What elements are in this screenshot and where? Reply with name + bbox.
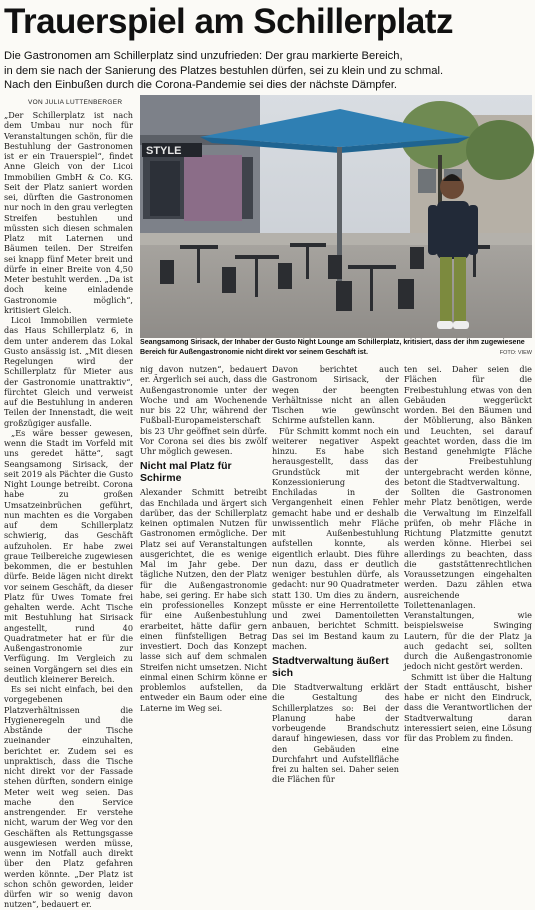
body-paragraph: ten sei. Daher seien die Flächen für die Freibestuhlung etwas von den Gebäuden weggerückt worden. Bei den Bäumen und der Möblierung, also Bänken und Leuchten, sei darauf geachtet worden, dass die im Bestand genehmigte Fläche der Freibestuhlung untergebracht werden könne, betont die Stadtverwaltung. bbox=[404, 364, 532, 487]
subheading: Stadtverwaltung äußert sich bbox=[272, 655, 389, 679]
body-paragraph: Die Stadtverwaltung erklärt die Gestaltung des Schillerplatzes so: Bei der Planung habe der vorbeugende Brandschutz darauf hingewiesen, dass vor den Gebäuden eine Durchfahrt und Aufstellfläche frei zu halten sei. Daher seien die Flächen für bbox=[272, 682, 399, 785]
headline: Trauerspiel am Schillerplatz bbox=[4, 2, 453, 41]
body-paragraph: „Es wäre besser gewesen, wenn die Stadt im Vorfeld mit uns geredet hätte“, sagt Seangsamong Sirisack, der seit 2019 als Pächter die Gusto Night Lounge betreibt. Corona habe zu großen Umsatzeinbrüchen geführt, nun machten es die Vorgaben auf dem Schillerplatz schwierig, das Geschäft aufzuholen. Er habe zwei graue Teilbereiche zugewiesen bekommen, die er bestuhlen dürfe. Beide lägen nicht direkt vor seinem Geschäft, da dieser Platz für Uwes Tomate frei gehalten werde. Acht Tische mit Bestuhlung hat Sirisack angestellt, rund 40 Quadratmeter hat er für die Außengastronomie zur Verfügung. Im Vergleich zu seinen Vorgängern sei dies ein deutlich kleinerer Bereich. bbox=[4, 427, 133, 684]
body-paragraph: Davon berichtet auch Gastronom Sirisack, der wegen der beengten Verhältnisse nicht an allen Tischen wie gewünscht Schirme aufstellen kann. bbox=[272, 364, 399, 426]
body-paragraph: Schmitt ist über die Haltung der Stadt enttäuscht, bisher habe er nicht den Eindruck, dass die Verantwortlichen der Stadtverwaltung daran interessiert seien, eine Lösung für das Problem zu finden. bbox=[404, 671, 532, 743]
body-paragraph: nig davon nutzen“, bedauert er. Ärgerlich sei auch, dass die Außengastronomie unter der Woche und am Wochenende nur bis 22 Uhr, während der Fußball-Europameisterschaft bis 23 Uhr geöffnet sein dürfe. Vor Corona sei dies bis zwölf Uhr möglich gewesen. bbox=[140, 364, 267, 456]
text-column-2 bbox=[140, 364, 267, 713]
lead-paragraph bbox=[4, 49, 532, 93]
subheading: Nicht mal Platz für Schirme bbox=[140, 460, 232, 485]
body-paragraph: Sollten die Gastronomen mehr Platz benötigen, werde die Verwaltung im Einzelfall prüfen, ob mehr Fläche in Richtung Platzmitte genutzt werden könne. Hierbei sei allerdings zu beachten, dass die gaststättenrechtlichen Voraussetzungen eingehalten werden. Dazu zählen etwa ausreichende Toilettenanlagen. Veranstaltungen, wie beispielsweise Swinging Lautern, für die der Platz ja auch gedacht sei, sollten durch die Außengastronomie jedoch nicht gestört werden. bbox=[404, 487, 532, 672]
lead-line: in dem sie nach der Sanierung des Platzes bestuhlen dürfen, sei zu klein und zu schmal. bbox=[4, 64, 444, 77]
photo-credit: FOTO: VIEW bbox=[499, 350, 532, 357]
body-paragraph: „Der Schillerplatz ist nach dem Umbau nur noch für Veranstaltungen schön, für die Bestuhlung der Gastronomen ist er ein Trauerspiel“, findet Anne Gleich von der Licoi Immobilien GmbH & Co. KG. Seit der Platz saniert worden sei, dürften die Gastronomen nur noch in den grau verlegten Streifen bestuhlen und müssten sich diesen schmalen Platz mit Laternen und Bäumen teilen. Der Streifen sei knapp fünf Meter breit und dürfe in einer Breite von 4,50 Meter bestuhlt werden. „Da ist doch keine einladende Gastronomie möglich“, kritisiert Gleich. bbox=[4, 110, 133, 315]
article-photo bbox=[140, 95, 532, 338]
text-column-3 bbox=[272, 364, 399, 785]
photo-caption bbox=[140, 338, 532, 362]
storefront-sign: STYLE bbox=[146, 145, 182, 157]
text-column-1 bbox=[4, 110, 133, 910]
byline: VON JULIA LUTTENBERGER bbox=[28, 99, 123, 106]
body-paragraph: Es sei nicht einfach, bei den vorgegebenen Platzverhältnissen die Hygieneregeln und die Abstände der Tische zueinander einzuhalten, berichtet er. Zudem sei es unpraktisch, dass die Tische nicht direkt vor der Fassade stehen dürften, sondern einige Meter weit weg seien. Das mache den Service anstrengender. Er verstehe nicht, warum der Weg vor den Geschäften als Rettungsgasse ausgewiesen werden müsse, wenn im Notfall auch direkt über den Platz gefahren werden könnte. „Der Platz ist schon schön geworden, leider dürfen wir so wenig davon nutzen“, bedauert er. bbox=[4, 684, 133, 910]
text-column-4 bbox=[404, 364, 532, 743]
caption-text: Seangsamong Sirisack, der Inhaber der Gusto Night Lounge am Schillerplatz, kritisiert, dass der ihm zugewiesene Bereich für Außengastronomie nicht direkt vor seinem Geschäft ist. bbox=[140, 338, 525, 356]
body-paragraph: Licoi Immobilien vermiete das Haus Schillerplatz 6, in dem unter anderem das Lokal Gusto ansässig ist. „Mit diesen Regelungen wird der Schillerplatz für Mieter aus der Gastronomie unattraktiv“, fürchtet Gleich und verweist auf die Bestuhlung in anderen Teilen der Innenstadt, die weit großzügiger ausfalle. bbox=[4, 315, 133, 428]
body-paragraph: Für Schmitt kommt noch ein weiterer negativer Aspekt hinzu. Es habe sich herausgestellt, dass das Grundstück mit der Konzessionierung des Enchiladas in der Vergangenheit einen Fehler gemacht habe und er deshalb unwissentlich mehr Fläche mit Außenbestuhlung aufstellen konnte, als eigentlich erlaubt. Dies führe nun dazu, dass er deutlich weniger bestuhlen dürfe, als gedacht: nur 90 Quadratmeter statt 130. Um dies zu ändern, müsste er eine Herrentoilette und zwei Damentoiletten anbauen, berichtet Schmitt. Das sei im Bestand kaum zu machen. bbox=[272, 425, 399, 651]
body-paragraph: Alexander Schmitt betreibt das Enchilada und ärgert sich darüber, das der Schillerplatz keinen optimalen Nutzen für Gastronomen ermögliche. Der Platz sei auf Veranstaltungen ausgerichtet, die es wenige Mal im Jahr gebe. Der tägliche Nutzen, den der Platz für die Außengastronomie habe, sei gering. Er habe sich ein professionelles Konzept für eine Außenbestuhlung erarbeitet, hätte dafür gern einen fünfstelligen Betrag investiert. Doch das Konzept lasse sich auf dem schmalen Streifen nicht umsetzen. Nicht einmal einen Schirm könne er problemlos aufstellen, da entweder ein Baum oder eine Laterne im Weg sei. bbox=[140, 487, 267, 713]
lead-line: Die Gastronomen am Schillerplatz sind unzufrieden: Der grau markierte Bereich, bbox=[4, 50, 403, 62]
lead-line: Nach den Einbußen durch die Corona-Pandemie sei dies der nächste Dämpfer. bbox=[4, 79, 398, 91]
